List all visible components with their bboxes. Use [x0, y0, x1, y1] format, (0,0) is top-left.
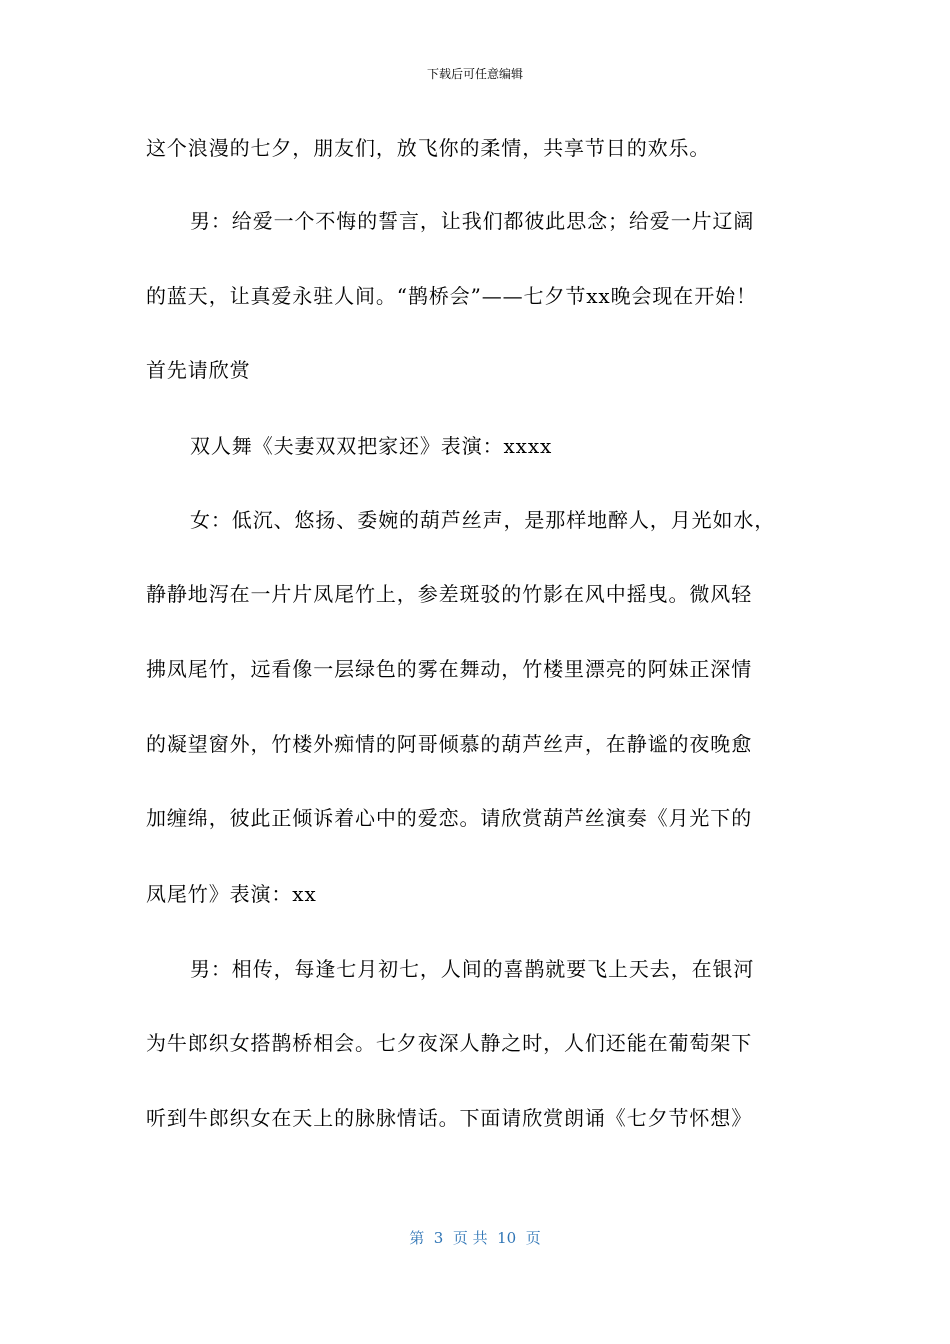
text-line: 的蓝天，让真爱永驻人间。“鹊桥会”——七夕节xx晚会现在开始！: [146, 284, 757, 308]
text-line: 加缠绵，彼此正倾诉着心中的爱恋。请欣赏葫芦丝演奏《月光下的: [146, 806, 753, 830]
page-number-footer: 第 3 页 共 10 页: [409, 1229, 541, 1247]
text-line: 女：低沉、悠扬、委婉的葫芦丝声，是那样地醉人，月光如水，: [190, 508, 776, 532]
text-line: 这个浪漫的七夕，朋友们，放飞你的柔情，共享节日的欢乐。: [146, 136, 711, 160]
text-line: 双人舞《夫妻双双把家还》表演：xxxx: [190, 434, 553, 458]
text-line: 静静地泻在一片片凤尾竹上，参差斑驳的竹影在风中摇曳。微风轻: [146, 582, 753, 606]
text-line: 听到牛郎织女在天上的脉脉情话。下面请欣赏朗诵《七夕节怀想》: [146, 1106, 753, 1130]
text-line: 拂凤尾竹，远看像一层绿色的雾在舞动，竹楼里漂亮的阿妹正深情: [146, 657, 753, 681]
text-line: 的凝望窗外，竹楼外痴情的阿哥倾慕的葫芦丝声，在静谧的夜晚愈: [146, 732, 753, 756]
page-header-note: 下载后可任意编辑: [426, 67, 523, 81]
text-line: 男：相传，每逢七月初七，人间的喜鹊就要飞上天去，在银河: [190, 957, 755, 981]
text-line: 男：给爱一个不悔的誓言，让我们都彼此思念；给爱一片辽阔: [190, 209, 755, 233]
text-line: 凤尾竹》表演：xx: [146, 882, 317, 906]
text-line: 为牛郎织女搭鹊桥相会。七夕夜深人静之时，人们还能在葡萄架下: [146, 1031, 753, 1055]
text-line: 首先请欣赏: [146, 358, 251, 382]
